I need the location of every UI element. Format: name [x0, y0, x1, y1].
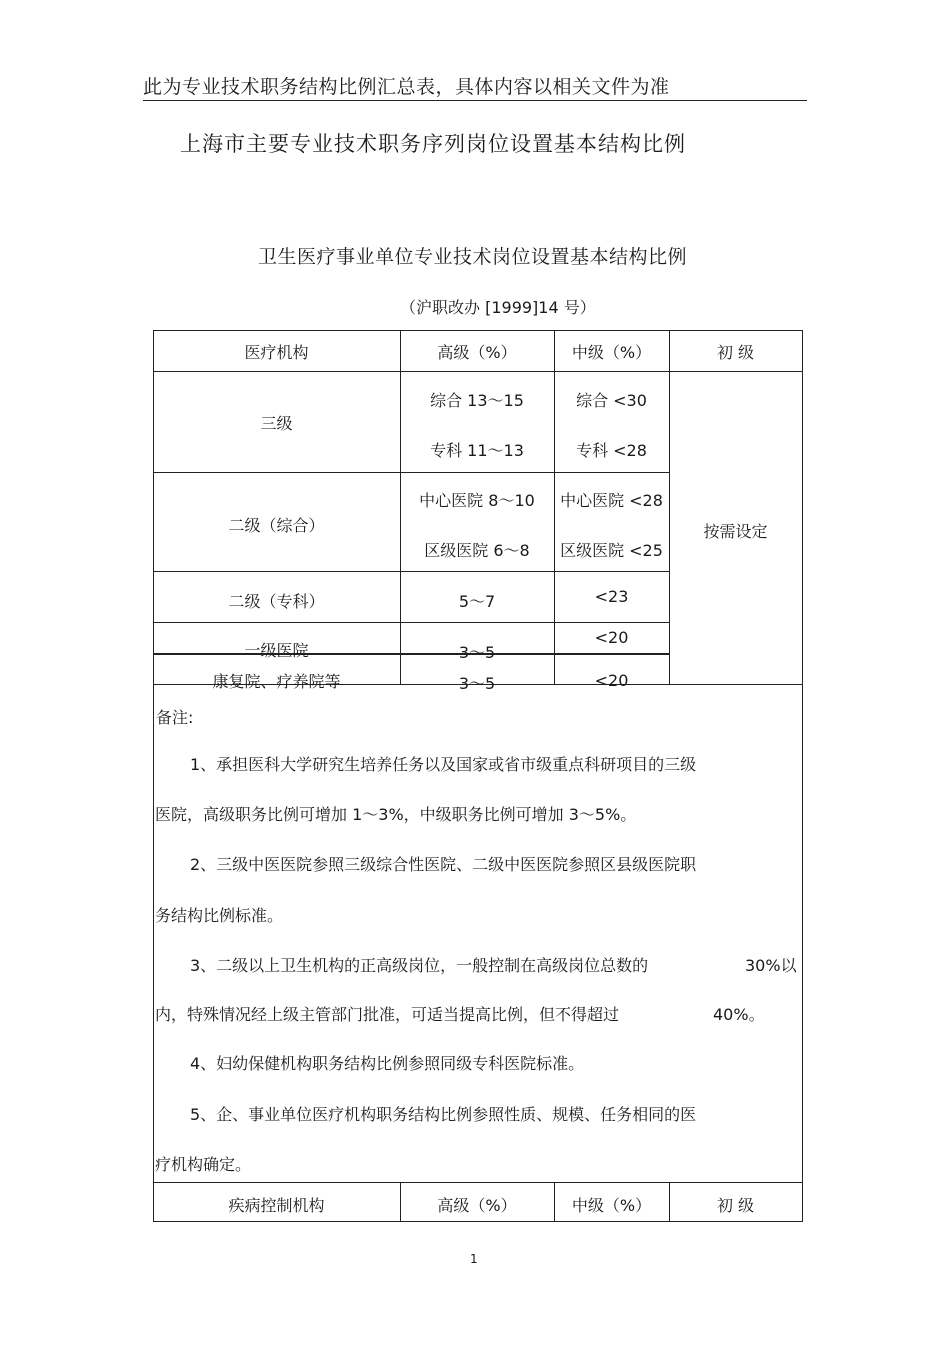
note-line: 1、承担医科大学研究生培养任务以及国家或省市级重点科研项目的三级 — [190, 755, 697, 774]
note-line: 30%以 — [745, 956, 797, 975]
row-senior-value: 中心医院 8～10 — [419, 491, 535, 510]
row-name: 三级 — [260, 414, 293, 433]
table2-col-header-senior: 高级（%） — [437, 1196, 517, 1215]
col-header-senior: 高级（%） — [437, 343, 517, 362]
note-line: 40%。 — [713, 1005, 765, 1024]
row-middle-value: <20 — [594, 628, 629, 647]
row-senior-value: 专科 11～13 — [430, 441, 524, 460]
row-senior-value: 3～5 — [458, 674, 496, 693]
main-title: 上海市主要专业技术职务序列岗位设置基本结构比例 — [180, 132, 686, 156]
row-senior-value: 5～7 — [458, 592, 496, 611]
row-middle-value: 中心医院 <28 — [560, 491, 663, 510]
row-middle-value: 专科 <28 — [576, 441, 647, 460]
note-line: 疗机构确定。 — [155, 1155, 252, 1174]
note-line: 2、三级中医医院参照三级综合性医院、二级中医医院参照区县级医院职 — [190, 855, 697, 874]
col-header-institution: 医疗机构 — [244, 343, 309, 362]
note-line: 医院，高级职务比例可增加 1～3%，中级职务比例可增加 3～5%。 — [155, 805, 637, 824]
row-middle-value: <20 — [594, 671, 629, 690]
table-source: （沪职改办 [1999]14 号） — [400, 298, 596, 317]
row-senior-value: 综合 13～15 — [430, 391, 524, 410]
table2-col-header-junior: 初 级 — [716, 1196, 755, 1215]
row-middle-value: 区级医院 <25 — [560, 541, 663, 560]
header-rule — [143, 100, 807, 101]
row-name: 二级（综合） — [228, 516, 325, 535]
row-senior-value: 3～5 — [458, 643, 496, 662]
row-middle-value: <23 — [594, 587, 629, 606]
junior-merged-value: 按需设定 — [703, 522, 768, 541]
page-header: 此为专业技术职务结构比例汇总表，具体内容以相关文件为准 — [143, 76, 670, 98]
page-number: 1 — [470, 1252, 478, 1266]
row-name: 二级（专科） — [228, 592, 325, 611]
notes-label: 备注: — [156, 708, 194, 727]
table2-col-header-middle: 中级（%） — [571, 1196, 652, 1215]
table2-col-header-institution: 疾病控制机构 — [228, 1196, 325, 1215]
note-line: 5、企、事业单位医疗机构职务结构比例参照性质、规模、任务相同的医 — [190, 1105, 697, 1124]
row-middle-value: 综合 <30 — [576, 391, 647, 410]
note-line: 内，特殊情况经上级主管部门批准，可适当提高比例，但不得超过 — [155, 1005, 620, 1024]
row-senior-value: 区级医院 6～8 — [424, 541, 530, 560]
note-line: 3、二级以上卫生机构的正高级岗位，一般控制在高级岗位总数的 — [190, 956, 649, 975]
col-header-middle: 中级（%） — [571, 343, 652, 362]
row-name: 一级医院 — [244, 641, 309, 660]
row-name: 康复院、疗养院等 — [212, 672, 341, 691]
note-line: 务结构比例标准。 — [155, 906, 284, 925]
note-line: 4、妇幼保健机构职务结构比例参照同级专科医院标准。 — [190, 1054, 585, 1073]
table-title: 卫生医疗事业单位专业技术岗位设置基本结构比例 — [258, 246, 688, 268]
col-header-junior: 初 级 — [716, 343, 755, 362]
